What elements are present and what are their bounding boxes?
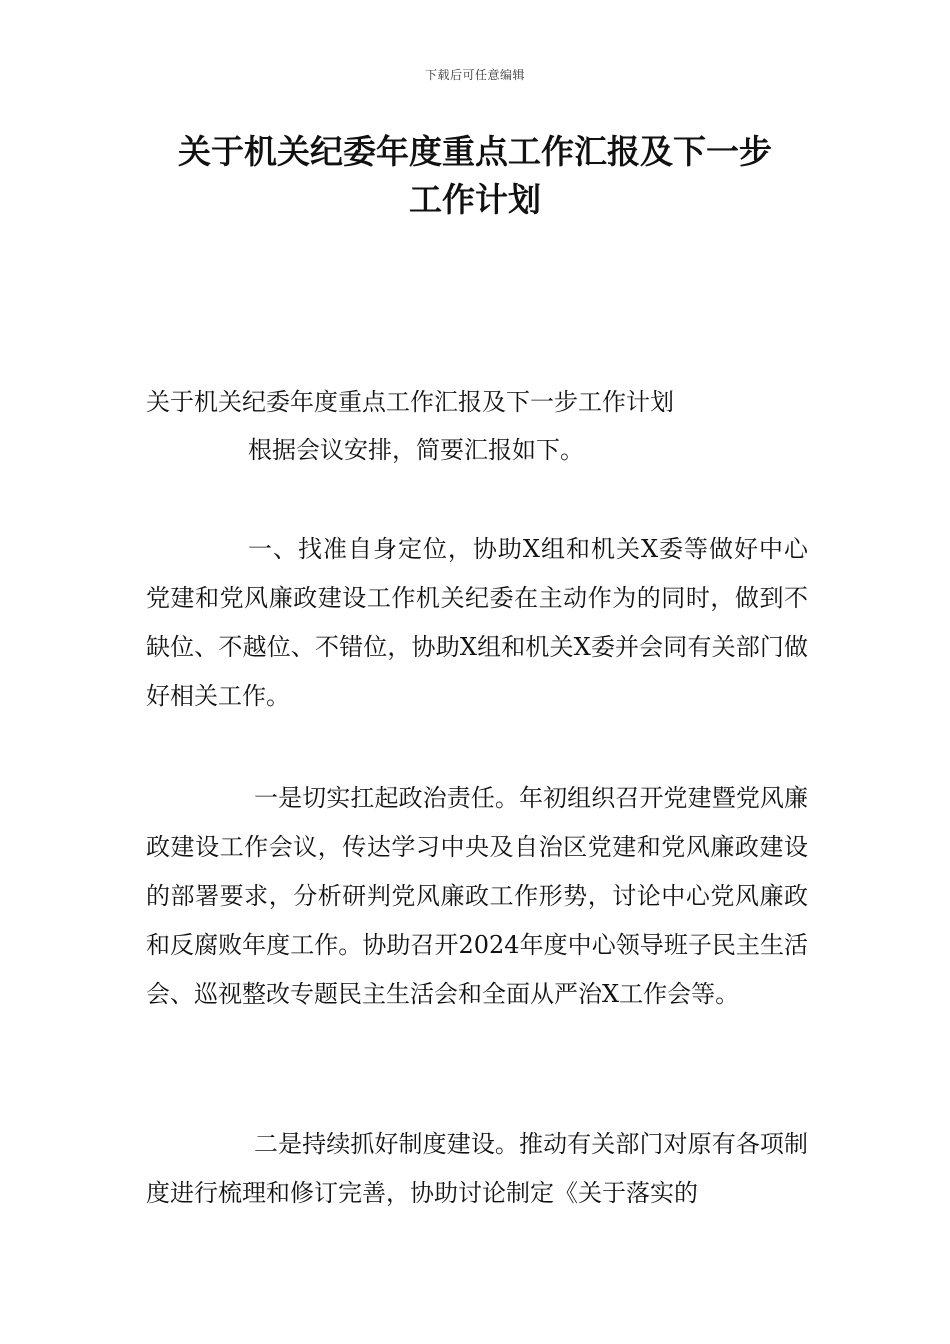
intro-paragraph: 根据会议安排，简要汇报如下。 (248, 436, 584, 464)
title-line-1: 关于机关纪委年度重点工作汇报及下一步 (178, 132, 772, 171)
point-one-paragraph: 一是切实扛起政治责任。年初组织召开党建暨党风廉政建设工作会议，传达学习中央及自治区党建和党风廉政建设的部署要求，分析研判党风廉政工作形势，讨论中心党风廉政和反腐败年度工作。协助召开2024年度中心领导班子民主生活会、巡视整改专题民主生活会和全面从严治X工作会等。 (146, 784, 808, 1008)
section-one-paragraph: 一、找准自身定位，协助X组和机关X委等做好中心党建和党风廉政建设工作机关纪委在主动作为的同时，做到不缺位、不越位、不错位，协助X组和机关X委并会同有关部门做好相关工作。 (146, 535, 808, 710)
header-note: 下载后可任意编辑 (424, 68, 525, 82)
title-line-2: 工作计划 (409, 180, 541, 219)
repeat-title: 关于机关纪委年度重点工作汇报及下一步工作计划 (146, 388, 674, 416)
document-title (120, 128, 830, 224)
point-two-paragraph: 二是持续抓好制度建设。推动有关部门对原有各项制度进行梳理和修订完善，协助讨论制定《关于落实的 (146, 1130, 808, 1207)
